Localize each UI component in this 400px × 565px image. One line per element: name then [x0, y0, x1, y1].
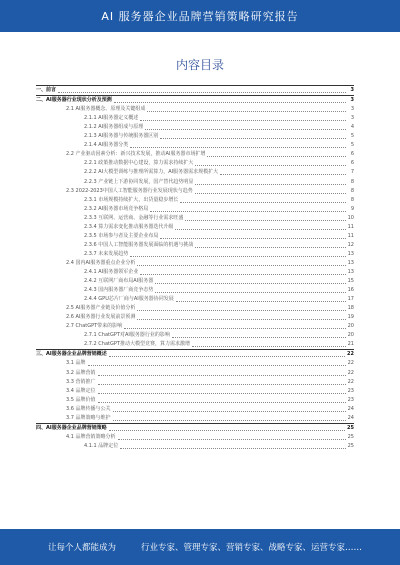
toc-entry-page: 3 [350, 106, 354, 113]
toc-entry-label: 2.3 2022-2023中国人工智能服务器行业发展现状与趋势 [66, 187, 193, 194]
toc-entry-page: 3 [350, 97, 354, 104]
toc-entry-page: 22 [347, 378, 354, 385]
toc-entry-label: 2.3.4 算力需求变化推动服务器迭代升级 [84, 223, 174, 230]
toc-entry-page: 8 [350, 178, 354, 185]
toc-leader-dots [120, 448, 345, 449]
toc-entry-label: 2.5 AI服务器产业链及价值分析 [66, 305, 136, 312]
toc-entry-label: 4.1 品牌营销策略分析 [66, 433, 116, 440]
toc-entry[interactable] [36, 405, 354, 414]
toc-entry[interactable] [36, 241, 354, 250]
toc-entry-page: 6 [350, 151, 354, 158]
toc-entry-page: 20 [347, 323, 354, 330]
toc-entry-label: 四、AI服务器企业品牌营销策略 [36, 424, 107, 431]
toc-entry-label: 2.4.4 GPU芯片厂商与AI服务器协同发展 [84, 296, 174, 303]
toc-entry-page: 8 [350, 196, 354, 203]
toc-entry-label: 3.7 品牌策略与维护 [66, 414, 111, 421]
toc-entry-page: 24 [347, 405, 354, 412]
toc-leader-dots [155, 292, 345, 293]
toc-entry-label: 2.2 产业驱动因素分析：新兴技术发展，推动AI服务器市场扩增 [66, 151, 206, 158]
toc-entry-page: 13 [347, 259, 354, 266]
footer-bar [0, 529, 400, 565]
toc-entry[interactable] [36, 85, 354, 95]
toc-entry-page: 15 [347, 278, 354, 285]
toc-entry-label: 2.7 ChatGPT带来的影响 [66, 323, 123, 330]
toc-leader-dots [118, 439, 346, 440]
toc-leader-dots [185, 220, 345, 221]
toc-leader-dots [195, 165, 346, 166]
toc-leader-dots [113, 411, 346, 412]
toc-entry-label: 2.7.1 ChatGPT对AI服务器行业的影响 [84, 332, 170, 339]
toc-leader-dots [114, 102, 346, 103]
toc-entry[interactable] [36, 132, 354, 141]
toc-entry-label: 2.1 AI服务器概念、原理及关键组成 [66, 106, 146, 113]
table-of-contents [36, 85, 354, 451]
toc-entry-page: 4 [350, 124, 354, 131]
toc-entry-page: 20 [347, 332, 354, 339]
toc-entry[interactable] [36, 223, 354, 232]
toc-entry[interactable] [36, 141, 354, 150]
toc-leader-dots [192, 346, 346, 347]
toc-entry[interactable] [36, 313, 354, 322]
toc-entry[interactable] [36, 205, 354, 214]
toc-entry[interactable] [36, 423, 354, 433]
toc-entry-page: 25 [347, 442, 354, 449]
toc-entry[interactable] [36, 150, 354, 159]
toc-leader-dots [88, 365, 346, 366]
toc-entry-page: 3 [350, 87, 354, 94]
toc-entry-label: 3.2 品牌营销 [66, 369, 96, 376]
toc-entry[interactable] [36, 378, 354, 387]
toc-entry-label: 2.4.1 AI服务器领军企业 [84, 268, 139, 275]
toc-leader-dots [98, 393, 346, 394]
toc-entry-page: 7 [350, 169, 354, 176]
toc-entry-label: 2.1.1 AI服务器定义概述 [84, 115, 139, 122]
toc-entry-label: 2.1.2 AI服务器组成与原理 [84, 124, 144, 131]
toc-leader-dots [98, 375, 346, 376]
toc-entry-page: 18 [347, 305, 354, 312]
toc-entry-label: 2.3.5 市场参与者及主要企业布局 [84, 232, 159, 239]
toc-entry-label: 一、前言 [36, 87, 57, 94]
toc-entry-page: 22 [347, 360, 354, 367]
toc-entry-page: 5 [350, 133, 354, 140]
toc-leader-dots [195, 247, 345, 248]
toc-entry[interactable] [36, 187, 354, 196]
toc-entry[interactable] [36, 304, 354, 313]
footer-expert-list: 行业专家、管理专家、营销专家、战略专家、运营专家…… [140, 543, 362, 553]
toc-entry[interactable] [36, 414, 354, 423]
toc-entry[interactable] [36, 286, 354, 295]
toc-leader-dots [220, 174, 346, 175]
toc-entry[interactable] [36, 114, 354, 123]
toc-entry-label: 2.3.1 市场规模持续扩大，出货量稳步增长 [84, 196, 179, 203]
toc-leader-dots [98, 402, 346, 403]
toc-entry-label: 2.3.3 互联网、运营商、金融等行业需求旺盛 [84, 214, 184, 221]
toc-entry[interactable] [36, 368, 354, 377]
toc-entry[interactable] [36, 277, 354, 286]
toc-leader-dots [124, 328, 345, 329]
toc-leader-dots [155, 283, 345, 284]
toc-entry-label: 2.4.2 互联网厂商布局AI服务器 [84, 278, 154, 285]
toc-leader-dots [130, 256, 345, 257]
toc-leader-dots [160, 238, 345, 239]
toc-entry-page: 16 [347, 287, 354, 294]
toc-entry[interactable] [36, 250, 354, 259]
toc-entry-label: 2.2.2 AI大模型训练与推理所需算力，AI服务器需求规模扩大 [84, 169, 219, 176]
toc-entry[interactable] [36, 95, 354, 105]
toc-leader-dots [137, 319, 345, 320]
toc-entry[interactable] [36, 433, 354, 442]
toc-entry[interactable] [36, 442, 354, 451]
toc-leader-dots [175, 229, 345, 230]
toc-leader-dots [130, 147, 346, 148]
toc-leader-dots [172, 337, 346, 338]
toc-leader-dots [140, 274, 345, 275]
toc-entry[interactable] [36, 396, 354, 405]
toc-entry-page: 22 [347, 351, 354, 358]
toc-entry-label: 三、AI服务器企业品牌营销概述 [36, 351, 107, 358]
toc-entry[interactable] [36, 340, 354, 349]
footer-slogan: 让每个人都能成为 [48, 543, 117, 553]
toc-entry-label: 2.1.4 AI服务器分类 [84, 142, 129, 149]
toc-entry-label: 2.2.1 政策推动数据中心建设，算力需求持续扩大 [84, 160, 194, 167]
toc-entry-page: 11 [347, 223, 354, 230]
toc-entry-page: 6 [350, 160, 354, 167]
toc-entry[interactable] [36, 331, 354, 340]
toc-entry-label: 2.3.6 中国人工智能服务器发展面临的机遇与挑战 [84, 241, 194, 248]
toc-entry[interactable] [36, 177, 354, 186]
toc-entry-label: 2.4 国内AI服务器重点企业分析 [66, 259, 136, 266]
toc-entry-label: 2.7.2 ChatGPT推动大模型竞赛，算力需求激增 [84, 341, 190, 348]
toc-leader-dots [113, 420, 346, 421]
toc-entry-label: 二、AI服务器行业现状分析及预测 [36, 97, 112, 104]
toc-entry[interactable] [36, 259, 354, 268]
toc-leader-dots [145, 129, 346, 130]
report-header-bar [0, 0, 400, 32]
toc-entry-label: 3.4 品牌定位 [66, 387, 96, 394]
toc-entry[interactable] [36, 105, 354, 114]
toc-leader-dots [140, 120, 346, 121]
toc-entry-page: 13 [347, 268, 354, 275]
toc-entry-label: 2.4.3 国内服务器厂商竞争态势 [84, 287, 154, 294]
toc-entry[interactable] [36, 168, 354, 177]
toc-entry-page: 19 [347, 314, 354, 321]
toc-entry[interactable] [36, 232, 354, 241]
toc-entry[interactable] [36, 295, 354, 304]
toc-entry-page: 12 [347, 241, 354, 248]
toc-entry-page: 25 [347, 424, 354, 431]
toc-entry-label: 3.3 营销推广 [66, 378, 96, 385]
toc-leader-dots [109, 356, 345, 357]
toc-entry-page: 13 [347, 250, 354, 257]
toc-entry-label: 2.1.3 AI服务器与传统服务器区别 [84, 133, 159, 140]
toc-leader-dots [109, 430, 345, 431]
toc-leader-dots [176, 301, 346, 302]
toc-entry[interactable] [36, 268, 354, 277]
toc-entry[interactable] [36, 214, 354, 223]
toc-entry-page: 3 [350, 115, 354, 122]
toc-entry-label: 3.6 品牌传播与公关 [66, 405, 111, 412]
toc-entry-page: 10 [347, 214, 354, 221]
toc-heading: 内容目录 [175, 58, 224, 72]
toc-entry-label: 4.1.1 品牌定位 [84, 442, 119, 449]
toc-entry[interactable] [36, 322, 354, 331]
toc-entry[interactable] [36, 387, 354, 396]
toc-entry-page: 21 [347, 341, 354, 348]
toc-entry-label: 3.1 品牌 [66, 360, 86, 367]
toc-leader-dots [160, 138, 346, 139]
toc-entry[interactable] [36, 349, 354, 359]
toc-entry-label: 2.3.7 未来发展趋势 [84, 250, 129, 257]
toc-entry-label: 2.6 AI服务器行业发展前景预测 [66, 314, 136, 321]
toc-entry-page: 25 [347, 433, 354, 440]
toc-entry-page: 11 [347, 232, 354, 239]
toc-entry[interactable] [36, 159, 354, 168]
toc-leader-dots [58, 92, 346, 93]
toc-entry-page: 22 [347, 369, 354, 376]
toc-leader-dots [195, 193, 346, 194]
toc-leader-dots [147, 111, 346, 112]
toc-entry-page: 23 [347, 387, 354, 394]
toc-entry[interactable] [36, 123, 354, 132]
toc-entry-label: 2.3.2 AI服务器市场竞争格局 [84, 205, 149, 212]
toc-entry-page: 24 [347, 414, 354, 421]
toc-leader-dots [195, 184, 346, 185]
toc-entry[interactable] [36, 359, 354, 368]
toc-entry-page: 8 [350, 187, 354, 194]
report-title: AI 服务器企业品牌营销策略研究报告 [101, 10, 299, 23]
toc-leader-dots [137, 265, 345, 266]
toc-entry-page: 5 [350, 142, 354, 149]
toc-entry-label: 2.2.3 产业链上下游协同发展，国产替代趋势明显 [84, 178, 194, 185]
toc-leader-dots [137, 310, 345, 311]
toc-leader-dots [150, 211, 346, 212]
toc-entry-page: 17 [347, 296, 354, 303]
toc-leader-dots [98, 384, 346, 385]
toc-entry-page: 9 [350, 205, 354, 212]
toc-entry-label: 3.5 品牌价值 [66, 396, 96, 403]
toc-entry[interactable] [36, 196, 354, 205]
toc-leader-dots [207, 156, 346, 157]
toc-leader-dots [180, 202, 346, 203]
toc-entry-page: 23 [347, 396, 354, 403]
